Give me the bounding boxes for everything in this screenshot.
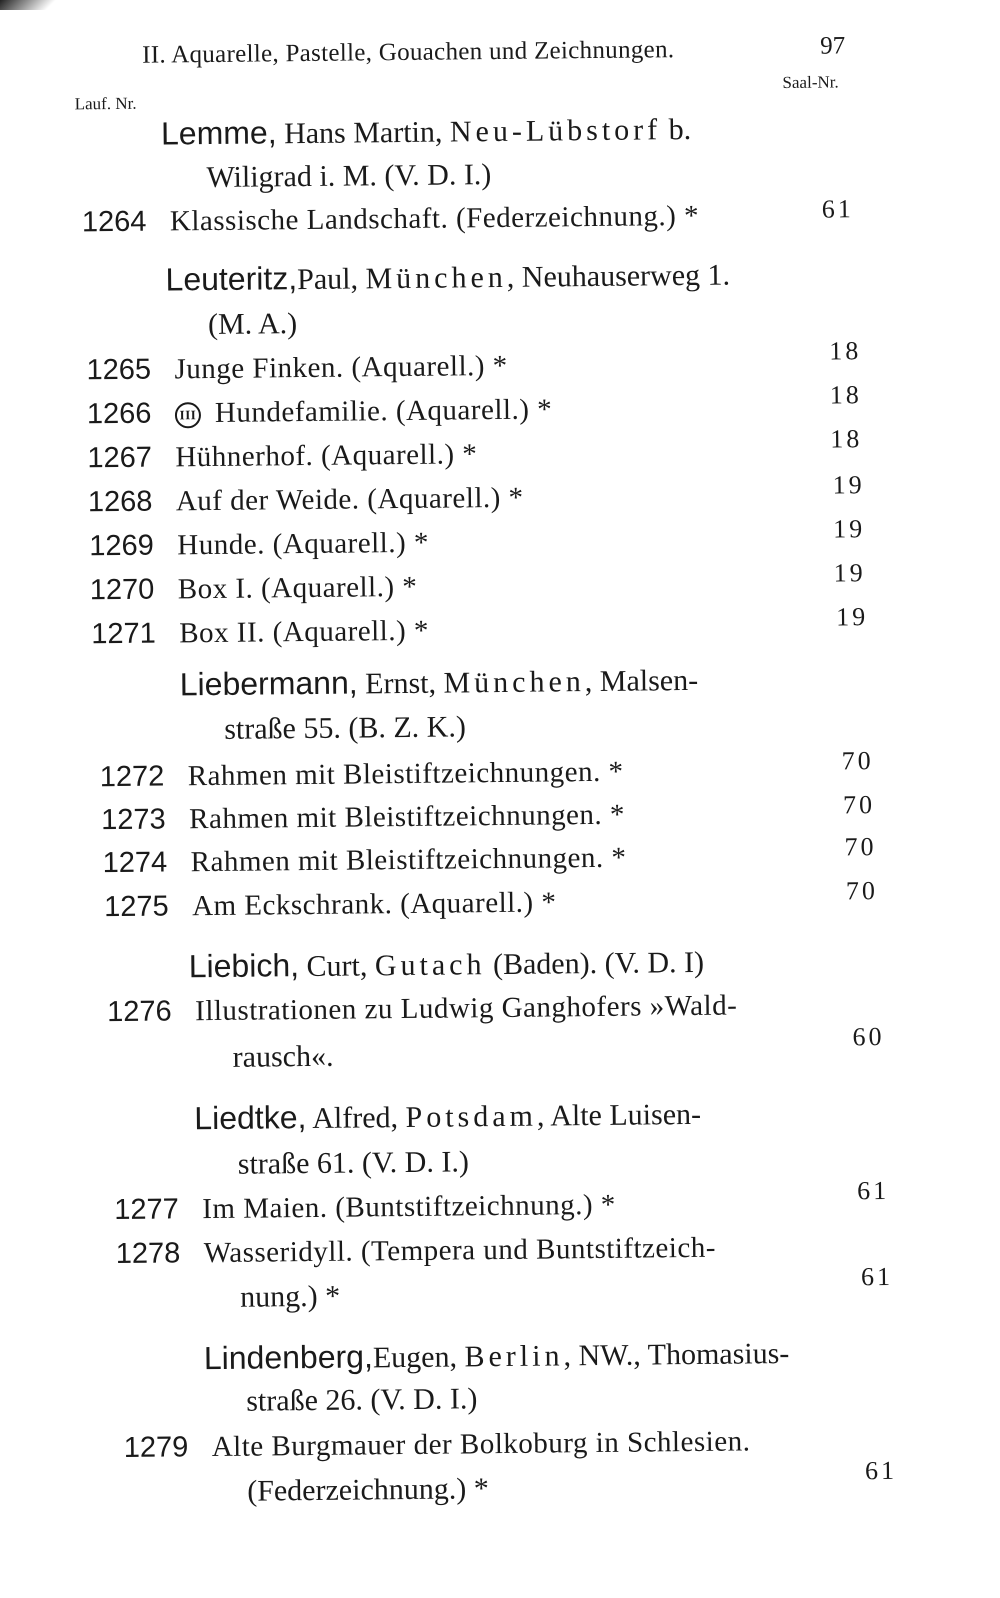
artist-address-cont: straße 26. (V. D. I.) bbox=[246, 1382, 478, 1418]
artist-city: München bbox=[443, 665, 585, 700]
entry-number: 1272 bbox=[99, 760, 165, 794]
catalog-entry-1276 bbox=[107, 988, 907, 1029]
artist-liebich: Liebich, Curt, Gutach (Baden). (V. D. I) bbox=[188, 945, 705, 985]
entry-number: 1266 bbox=[86, 397, 152, 431]
entry-title: Illustrationen zu Ludwig Ganghofers »Wald- bbox=[195, 989, 738, 1028]
artist-name: Lindenberg, bbox=[203, 1338, 374, 1377]
saal-number: 60 bbox=[852, 1021, 885, 1052]
entry-title: Auf der Weide. (Aquarell.) * bbox=[175, 481, 524, 518]
entry-number: 1275 bbox=[103, 890, 169, 924]
entry-number: 1269 bbox=[89, 529, 155, 563]
artist-city: München bbox=[365, 260, 507, 296]
artist-city: Gutach bbox=[374, 948, 486, 983]
artist-leuteritz: Leuteritz,Paul, München, Neuhauserweg 1. bbox=[165, 258, 731, 298]
saal-number: 70 bbox=[845, 876, 879, 906]
entry-number: 1264 bbox=[81, 205, 147, 239]
entry-title-cont: rausch«. bbox=[232, 1039, 334, 1074]
entry-number: 1267 bbox=[87, 441, 153, 475]
entry-number: 1265 bbox=[86, 353, 152, 387]
saal-number: 18 bbox=[830, 424, 863, 454]
column-label-saal-nr: Saal-Nr. bbox=[782, 72, 839, 93]
entry-title: Rahmen mit Bleistiftzeichnungen. * bbox=[190, 841, 627, 879]
artist-name: Liedtke, bbox=[194, 1099, 307, 1137]
entry-title: Am Eckschrank. (Aquarell.) * bbox=[191, 886, 557, 923]
artist-name: Lemme, bbox=[160, 114, 277, 152]
entry-number: 1276 bbox=[107, 995, 172, 1029]
artist-address-cont: straße 55. (B. Z. K.) bbox=[224, 710, 467, 746]
artist-lemme: Lemme, Hans Martin, Neu-Lübstorf b. bbox=[160, 112, 692, 152]
entry-title: Box II. (Aquarell.) * bbox=[179, 614, 430, 650]
entry-number: 1274 bbox=[102, 846, 168, 880]
entry-title: Alte Burgmauer der Bolkoburg in Schlesien. bbox=[211, 1425, 751, 1464]
catalog-entry-1278 bbox=[115, 1230, 916, 1271]
artist-address-cont: straße 61. (V. D. I.) bbox=[237, 1145, 470, 1181]
artist-name: Liebermann, bbox=[179, 664, 358, 703]
entry-title: Hundefamilie. (Aquarell.) * bbox=[214, 393, 553, 429]
saal-number: 18 bbox=[829, 336, 862, 366]
entry-title: Box I. (Aquarell.) * bbox=[177, 570, 418, 606]
entry-number: 1271 bbox=[91, 617, 156, 651]
entry-number: 1279 bbox=[123, 1431, 189, 1464]
entry-title: Rahmen mit Bleistiftzeichnungen. * bbox=[187, 755, 624, 793]
saal-number: 19 bbox=[833, 514, 866, 544]
entry-title-cont: (Federzeichnung.) * bbox=[247, 1472, 489, 1508]
entry-title: Hunde. (Aquarell.) * bbox=[177, 526, 430, 562]
page-number: 97 bbox=[819, 32, 846, 60]
saal-number: 19 bbox=[833, 558, 866, 588]
entry-title: Hühnerhof. (Aquarell.) * bbox=[175, 438, 478, 474]
entry-title: Im Maien. (Buntstiftzeichnung.) * bbox=[202, 1188, 616, 1226]
entry-title: Klassische Landschaft. (Federzeichnung.) * bbox=[169, 199, 700, 238]
artist-name: Liebich, bbox=[188, 947, 300, 985]
entry-title: Junge Finken. (Aquarell.) * bbox=[174, 349, 508, 386]
saal-number: 19 bbox=[835, 602, 869, 632]
entry-number: 1268 bbox=[87, 485, 153, 519]
entry-title: Wasseridyll. (Tempera und Buntstiftzeich- bbox=[203, 1231, 717, 1270]
artist-lindenberg: Lindenberg,Eugen, Berlin, NW., Thomasius- bbox=[203, 1337, 790, 1377]
entry-number: 1278 bbox=[115, 1237, 181, 1271]
artist-liedtke: Liedtke, Alfred, Potsdam, Alte Luisen- bbox=[194, 1097, 702, 1137]
entry-number: 1273 bbox=[101, 803, 166, 837]
entry-title-cont: nung.) * bbox=[240, 1279, 341, 1314]
entry-title: Rahmen mit Bleistiftzeichnungen. * bbox=[189, 798, 626, 836]
catalog-entry-1279 bbox=[123, 1424, 924, 1464]
section-title: II. Aquarelle, Pastelle, Gouachen und Zeichnungen. bbox=[142, 36, 675, 69]
saal-number: 70 bbox=[844, 832, 877, 862]
artist-address-cont: (M. A.) bbox=[207, 307, 298, 342]
artist-city: Berlin bbox=[464, 1339, 564, 1374]
entry-number: 1270 bbox=[89, 573, 155, 607]
saal-number: 19 bbox=[832, 470, 865, 500]
artist-city: Neu-Lübstorf bbox=[449, 113, 662, 149]
saal-number: 70 bbox=[841, 746, 874, 776]
entry-number: 1277 bbox=[114, 1193, 179, 1227]
saal-number: 18 bbox=[829, 380, 862, 410]
artist-city: Potsdam bbox=[405, 1099, 538, 1135]
medal-mark-icon: III bbox=[175, 402, 201, 428]
artist-name: Leuteritz, bbox=[165, 260, 298, 298]
column-label-lauf-nr: Lauf. Nr. bbox=[74, 93, 137, 114]
saal-number: 61 bbox=[856, 1175, 890, 1206]
artist-liebermann: Liebermann, Ernst, München, Malsen- bbox=[179, 663, 699, 703]
saal-number: 61 bbox=[860, 1261, 894, 1292]
artist-address-cont: Wiligrad i. M. (V. D. I.) bbox=[206, 158, 492, 195]
saal-number: 61 bbox=[821, 194, 854, 224]
saal-number: 61 bbox=[864, 1455, 898, 1486]
saal-number: 70 bbox=[842, 790, 876, 820]
